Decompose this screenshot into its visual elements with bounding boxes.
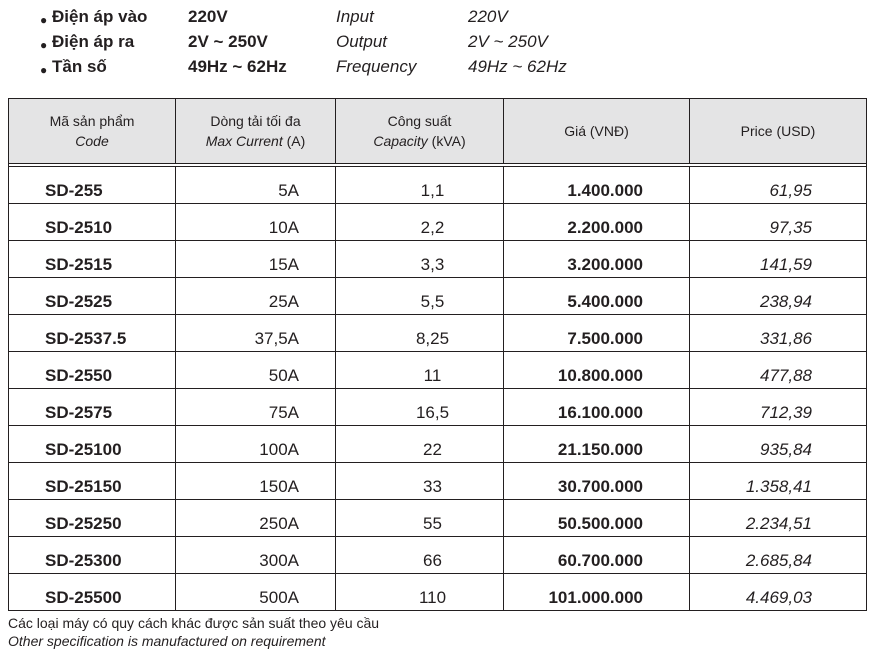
price-usd-cell: 477,88 [690,352,867,389]
table-row [9,574,867,611]
product-code-cell: SD-2537.5 [9,315,176,352]
max-current-cell: 5A [176,167,336,204]
table-row [9,463,867,500]
table-row [9,537,867,574]
header-code-en: Code [75,133,109,149]
capacity-cell: 5,5 [336,278,504,315]
capacity-cell: 55 [336,500,504,537]
price-vnd-cell: 10.800.000 [504,352,690,389]
price-usd-cell: 712,39 [690,389,867,426]
price-usd-cell: 935,84 [690,426,867,463]
bullet-icon: ● [40,13,48,27]
table-row [9,389,867,426]
header-current-vi: Dòng tải tối đa [210,113,301,129]
header-price-usd: Price (USD) [690,99,867,164]
product-code-cell: SD-25100 [9,426,176,463]
max-current-cell: 250A [176,500,336,537]
price-vnd-cell: 50.500.000 [504,500,690,537]
spec-value-en: 2V ~ 250V [468,32,548,51]
spec-label-en: Input [336,7,374,26]
footer-note-en: Other specification is manufactured on requirement [8,633,326,649]
product-code-cell: SD-2550 [9,352,176,389]
max-current-cell: 150A [176,463,336,500]
price-vnd-cell: 30.700.000 [504,463,690,500]
price-vnd-cell: 16.100.000 [504,389,690,426]
price-vnd-cell: 60.700.000 [504,537,690,574]
max-current-cell: 300A [176,537,336,574]
price-usd-cell: 141,59 [690,241,867,278]
price-usd-cell: 4.469,03 [690,574,867,611]
table-row [9,167,867,204]
price-usd-cell: 2.234,51 [690,500,867,537]
price-vnd-cell: 5.400.000 [504,278,690,315]
capacity-cell: 66 [336,537,504,574]
footer-note-vi: Các loại máy có quy cách khác được sản suất theo yêu cầu [8,615,380,631]
capacity-cell: 1,1 [336,167,504,204]
spec-label-en: Output [336,32,388,51]
capacity-cell: 33 [336,463,504,500]
capacity-cell: 16,5 [336,389,504,426]
header-capacity [336,99,504,164]
table-row [9,352,867,389]
price-vnd-cell: 7.500.000 [504,315,690,352]
max-current-cell: 500A [176,574,336,611]
header-capacity-unit: (kVA) [427,133,466,149]
table-row [9,241,867,278]
capacity-cell: 8,25 [336,315,504,352]
spec-value-vi: 49Hz ~ 62Hz [188,57,287,76]
capacity-cell: 3,3 [336,241,504,278]
header-capacity-en: Capacity [373,133,428,149]
header-current [176,99,336,164]
price-vnd-cell: 101.000.000 [504,574,690,611]
capacity-cell: 2,2 [336,204,504,241]
table-row [9,315,867,352]
price-vnd-cell: 3.200.000 [504,241,690,278]
bullet-icon: ● [40,38,48,52]
spec-label-vi: Điện áp vào [52,7,148,26]
capacity-cell: 11 [336,352,504,389]
price-vnd-cell: 2.200.000 [504,204,690,241]
capacity-cell: 110 [336,574,504,611]
spec-label-vi: Điện áp ra [52,32,135,51]
max-current-cell: 10A [176,204,336,241]
table-row [9,426,867,463]
table-row [9,204,867,241]
spec-label-en: Frequency [336,57,417,76]
product-code-cell: SD-2515 [9,241,176,278]
product-code-cell: SD-25150 [9,463,176,500]
max-current-cell: 50A [176,352,336,389]
header-code [9,99,176,164]
table-row [9,500,867,537]
product-code-cell: SD-2510 [9,204,176,241]
max-current-cell: 37,5A [176,315,336,352]
table-row [9,278,867,315]
product-code-cell: SD-25500 [9,574,176,611]
spec-value-en: 220V [468,7,508,26]
spec-value-en: 49Hz ~ 62Hz [468,57,567,76]
product-code-cell: SD-255 [9,167,176,204]
header-current-unit: (A) [282,133,306,149]
max-current-cell: 25A [176,278,336,315]
price-usd-cell: 2.685,84 [690,537,867,574]
max-current-cell: 75A [176,389,336,426]
spec-label-vi: Tần số [52,57,107,76]
header-price-vnd: Giá (VNĐ) [504,99,690,164]
footer-note [8,614,379,650]
max-current-cell: 100A [176,426,336,463]
capacity-cell: 22 [336,426,504,463]
price-usd-cell: 238,94 [690,278,867,315]
price-table [8,98,867,611]
table-body [9,167,867,611]
header-capacity-vi: Công suất [387,113,452,129]
header-current-en: Max Current [205,133,283,149]
price-usd-cell: 97,35 [690,204,867,241]
max-current-cell: 15A [176,241,336,278]
header-code-vi: Mã sản phẩm [49,113,135,129]
spec-value-vi: 220V [188,7,228,26]
table-header-row [9,99,867,164]
price-usd-cell: 331,86 [690,315,867,352]
product-code-cell: SD-25250 [9,500,176,537]
product-code-cell: SD-25300 [9,537,176,574]
product-code-cell: SD-2575 [9,389,176,426]
bullet-icon: ● [40,63,48,77]
price-usd-cell: 1.358,41 [690,463,867,500]
spec-value-vi: 2V ~ 250V [188,32,268,51]
product-code-cell: SD-2525 [9,278,176,315]
price-usd-cell: 61,95 [690,167,867,204]
price-vnd-cell: 1.400.000 [504,167,690,204]
price-vnd-cell: 21.150.000 [504,426,690,463]
